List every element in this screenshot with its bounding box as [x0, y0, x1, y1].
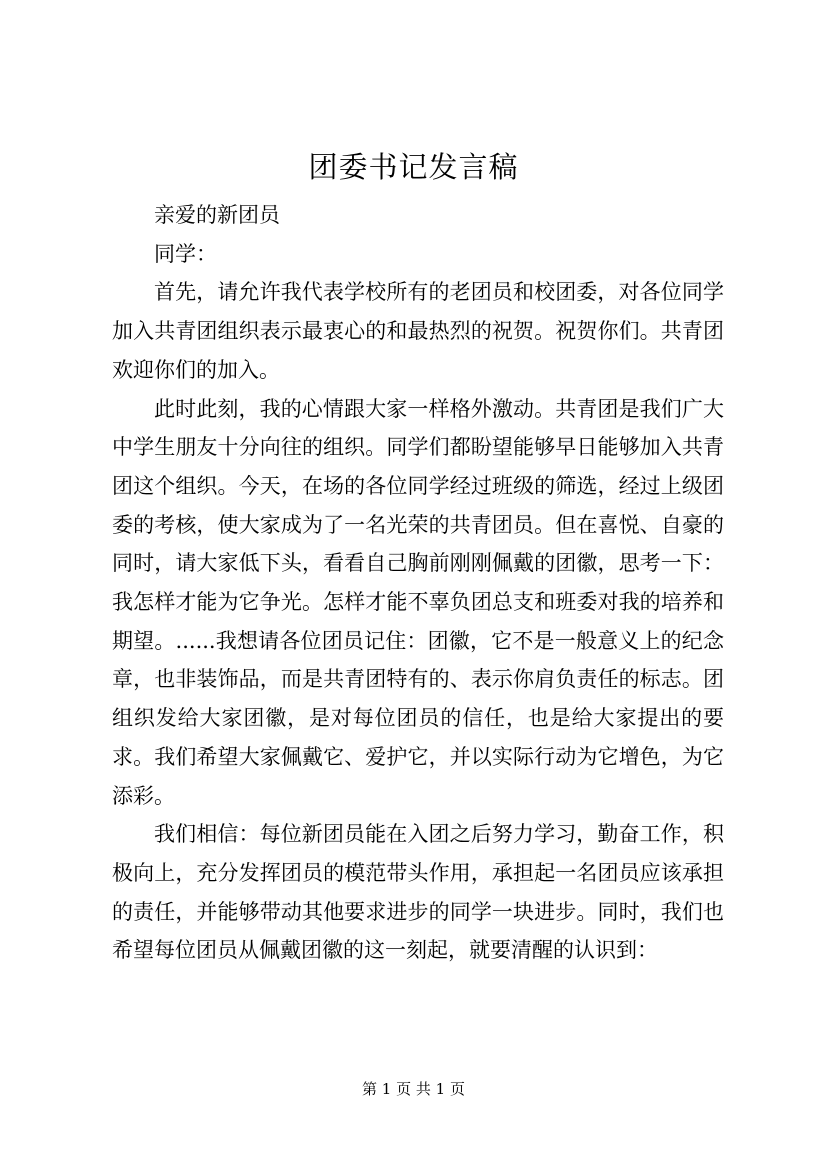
body-paragraph: 首先，请允许我代表学校所有的老团员和校团委，对各位同学加入共青团组织表示最衷心的和最热烈的祝贺。祝贺你们。共青团欢迎你们的加入。: [112, 280, 724, 382]
salutation-line: 同学：: [154, 241, 217, 266]
document-body: [112, 196, 724, 970]
body-paragraph: 我们相信：每位新团员能在入团之后努力学习，勤奋工作，积极向上，充分发挥团员的模范带头作用，承担起一名团员应该承担的责任，并能够带动其他要求进步的同学一块进步。同时，我们也希望每位团员从佩戴团徽的这一刻起，就要清醒的认识到：: [112, 822, 724, 963]
document-title: 团委书记发言稿: [308, 150, 519, 184]
body-paragraph: 此时此刻，我的心情跟大家一样格外激动。共青团是我们广大中学生朋友十分向往的组织。同学们都盼望能够早日能够加入共青团这个组织。今天，在场的各位同学经过班级的筛选，经过上级团委的考核，使大家成为了一名光荣的共青团员。但在喜悦、自豪的同时，请大家低下头，看看自己胸前刚刚佩戴的团徽，思考一下：我怎样才能为它争光。怎样才能不辜负团总支和班委对我的培养和期望。......我想请各位团员记住：团徽，它不是一般意义上的纪念章，也非装饰品，而是共青团特有的、表示你肩负责任的标志。团组织发给大家团徽，是对每位团员的信任，也是给大家提出的要求。我们希望大家佩戴它、爱护它，并以实际行动为它增色，为它添彩。: [112, 396, 724, 808]
salutation-line: 亲爱的新团员: [154, 203, 280, 227]
page-footer: 第 1 页 共 1 页: [362, 1080, 465, 1098]
